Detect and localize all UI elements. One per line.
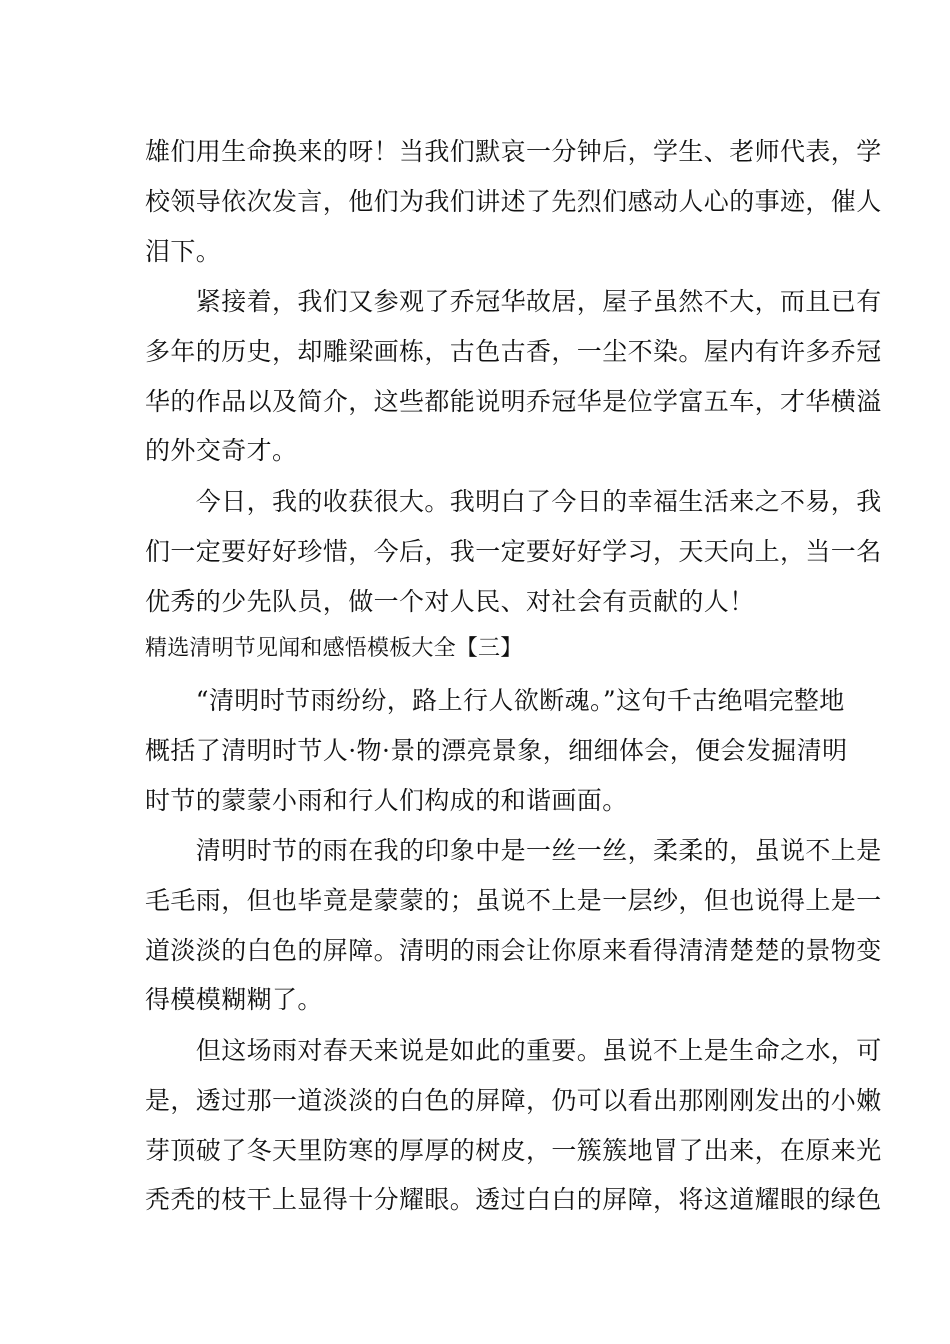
text-line: 校领导依次发言，他们为我们讲述了先烈们感动人心的事迹，催人 <box>145 187 882 216</box>
text-line: 今日，我的收获很大。我明白了今日的幸福生活来之不易，我 <box>145 487 882 516</box>
text-line: 毛毛雨，但也毕竟是蒙蒙的；虽说不上是一层纱，但也说得上是一 <box>145 886 882 915</box>
text-line: 雄们用生命换来的呀！当我们默哀一分钟后，学生、老师代表，学 <box>145 137 882 166</box>
text-line: 华的作品以及简介，这些都能说明乔冠华是位学富五车，才华横溢 <box>145 387 882 416</box>
text-line: 时节的蒙蒙小雨和行人们构成的和谐画面。 <box>145 786 628 815</box>
text-line: 得模模糊糊了。 <box>145 985 323 1014</box>
text-line: 概括了清明时节人·物·景的漂亮景象，细细体会，便会发掘清明 <box>145 736 848 765</box>
text-line: 泪下。 <box>145 237 222 266</box>
text-line: 优秀的少先队员，做一个对人民、对社会有贡献的人！ <box>145 587 755 616</box>
text-line: 们一定要好好珍惜，今后，我一定要好好学习，天天向上，当一名 <box>145 537 882 566</box>
section-heading: 精选清明节见闻和感悟模板大全【三】 <box>145 636 523 661</box>
text-line: 清明时节的雨在我的印象中是一丝一丝，柔柔的，虽说不上是 <box>145 836 882 865</box>
text-line: 多年的历史，却雕梁画栋，古色古香，一尘不染。屋内有许多乔冠 <box>145 337 882 366</box>
text-line: 紧接着，我们又参观了乔冠华故居，屋子虽然不大，而且已有 <box>145 287 882 316</box>
text-line: 芽顶破了冬天里防寒的厚厚的树皮，一簇簇地冒了出来，在原来光 <box>145 1136 882 1165</box>
text-line: 是，透过那一道淡淡的白色的屏障，仍可以看出那刚刚发出的小嫩 <box>145 1086 882 1115</box>
text-line: “清明时节雨纷纷，路上行人欲断魂。”这句千古绝唱完整地 <box>145 686 845 715</box>
text-line: 秃秃的枝干上显得十分耀眼。透过白白的屏障，将这道耀眼的绿色 <box>145 1185 882 1214</box>
text-line: 道淡淡的白色的屏障。清明的雨会让你原来看得清清楚楚的景物变 <box>145 936 882 965</box>
text-line: 的外交奇才。 <box>145 436 298 465</box>
text-line: 但这场雨对春天来说是如此的重要。虽说不上是生命之水，可 <box>145 1036 882 1065</box>
